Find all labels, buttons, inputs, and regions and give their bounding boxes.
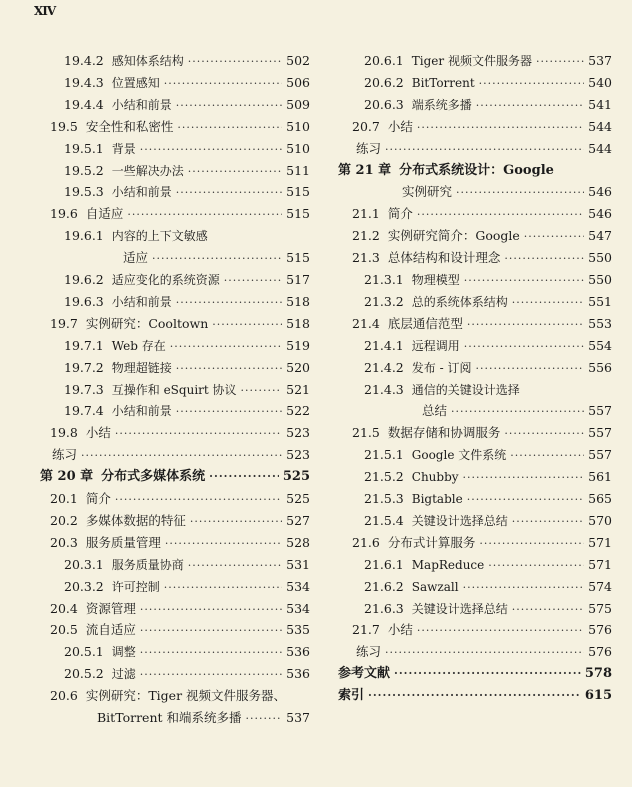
toc-entry-page: 521 (286, 381, 310, 397)
toc-entry (364, 53, 612, 71)
toc-leader-dots (140, 602, 282, 618)
toc-entry-title: 分布式计算服务 (387, 534, 476, 550)
toc-leader-dots (385, 645, 584, 661)
toc-entry-number: 19.6.3 (64, 293, 104, 309)
toc-entry-title: 实例研究简介：Google (387, 228, 520, 244)
toc-leader-dots (475, 361, 584, 377)
toc-entry-number: 21.3.1 (364, 272, 404, 287)
toc-entry-number: 21.6.2 (364, 578, 404, 594)
toc-entry-title: 多媒体数据的特征 (85, 512, 186, 528)
toc-entry-number: 19.8 (50, 425, 78, 441)
toc-entry-number: 19.4.4 (64, 96, 104, 112)
toc-entry-title: 小结 (85, 425, 111, 441)
toc-entry (64, 294, 310, 312)
toc-entry (64, 557, 310, 575)
toc-entry (364, 294, 612, 312)
toc-leader-dots (176, 185, 282, 201)
toc-entry-page: 575 (588, 600, 612, 616)
toc-entry (50, 601, 310, 619)
toc-entry-number: 索引 (338, 688, 365, 704)
toc-entry-number: 21.5 (352, 425, 380, 441)
toc-entry-number: 20.2 (50, 512, 78, 528)
toc-leader-dots (451, 404, 584, 420)
toc-entry-title: 调整 (111, 645, 136, 660)
toc-entry-page: 506 (286, 74, 310, 90)
toc-entry-number: 21.7 (352, 622, 380, 638)
toc-leader-dots (479, 536, 584, 552)
toc-leader-dots (164, 76, 282, 92)
toc-entry-title: 端系统多播 (411, 97, 472, 112)
toc-entry-title: 发布 - 订阅 (411, 360, 472, 375)
toc-entry (422, 403, 612, 421)
toc-entry-number: 20.1 (50, 491, 78, 506)
toc-entry (364, 491, 612, 509)
toc-entry (364, 272, 612, 290)
toc-leader-dots (176, 404, 282, 420)
toc-leader-dots (176, 98, 282, 114)
toc-entry-page: 565 (588, 491, 612, 506)
toc-entry-title: Web 存在 (111, 338, 166, 353)
toc-leader-dots (140, 623, 282, 639)
toc-entry-page: 554 (588, 337, 612, 353)
toc-entry-title: 关键设计选择总结 (411, 601, 508, 616)
toc-entry-page: 517 (286, 272, 310, 287)
toc-entry (64, 579, 310, 597)
toc-entry-title: BitTorrent (411, 75, 475, 90)
toc-entry-title: 数据存储和协调服务 (387, 425, 501, 441)
toc-entry-number: 19.7.4 (64, 403, 104, 419)
toc-leader-dots (512, 295, 584, 311)
toc-entry-page: 519 (286, 337, 310, 353)
toc-entry-number: 20.6.3 (364, 96, 404, 112)
toc-leader-dots (176, 361, 282, 377)
toc-entry-number: 21.4 (352, 315, 380, 331)
toc-entry-number: 19.7.2 (64, 359, 104, 375)
toc-entry-page: 510 (286, 140, 310, 156)
toc-entry-number: 21.3 (352, 250, 380, 266)
toc-leader-dots (394, 666, 581, 682)
toc-entry-number: 21.2 (352, 228, 380, 244)
toc-entry (52, 447, 310, 465)
toc-entry-title: Chubby (411, 470, 459, 485)
toc-leader-dots (476, 98, 584, 114)
toc-entry (50, 513, 310, 531)
toc-entry-page: 551 (588, 293, 612, 309)
toc-entry-page: 615 (584, 688, 612, 704)
toc-entry-title: 简介 (387, 206, 413, 222)
toc-entry-number: 19.7 (50, 315, 78, 331)
toc-entry-page: 540 (588, 74, 612, 90)
toc-entry-page: 547 (588, 228, 612, 244)
toc-entry-number: 19.6.1 (64, 228, 104, 244)
toc-entry-number: 21.5.3 (364, 491, 404, 506)
toc-leader-dots (488, 558, 584, 574)
toc-entry-page: 550 (588, 250, 612, 266)
toc-entry-page: 571 (588, 534, 612, 550)
toc-entry-title: 许可控制 (111, 579, 160, 594)
toc-entry-number: 21.6.3 (364, 600, 404, 616)
toc-entry-page: 550 (588, 272, 612, 287)
toc-entry-number: 19.4.3 (64, 74, 104, 90)
toc-entry-title: 一些解决办法 (111, 163, 184, 178)
toc-entry-page: 510 (286, 118, 310, 134)
toc-entry (364, 601, 612, 619)
toc-entry-number: 19.7.1 (64, 337, 104, 353)
toc-entry (364, 75, 612, 93)
toc-entry (64, 163, 310, 181)
toc-entry (364, 557, 612, 575)
toc-leader-dots (176, 295, 282, 311)
toc-entry-page: 527 (286, 512, 310, 528)
toc-entry-title: 关键设计选择总结 (411, 513, 508, 528)
toc-entry-title: Sawzall (411, 579, 459, 594)
toc-entry (364, 469, 612, 487)
toc-entry-page: 541 (588, 96, 612, 112)
toc-entry (402, 184, 612, 202)
toc-leader-dots (464, 273, 584, 289)
toc-entry (64, 184, 310, 202)
toc-entry-number: 20.6.1 (364, 53, 404, 68)
toc-entry-number: 参考文献 (338, 666, 391, 682)
toc-leader-dots (368, 688, 581, 704)
toc-entry-title: 过滤 (111, 667, 136, 682)
toc-leader-dots (456, 185, 584, 201)
toc-leader-dots (140, 142, 282, 158)
toc-entry (64, 97, 310, 115)
toc-entry (338, 163, 612, 181)
toc-entry-page: 576 (588, 644, 612, 660)
toc-entry (356, 141, 612, 159)
toc-entry-page: 553 (588, 315, 612, 331)
toc-entry (352, 316, 612, 334)
toc-leader-dots (188, 54, 282, 70)
page-number: XIV (34, 4, 56, 18)
toc-entry-page: 515 (286, 206, 310, 222)
toc-entry (50, 491, 310, 509)
toc-entry (40, 469, 310, 487)
toc-leader-dots (127, 207, 282, 223)
toc-entry-number: 21.5.2 (364, 469, 404, 485)
toc-leader-dots (510, 448, 584, 464)
toc-entry (352, 425, 612, 443)
toc-entry-number: 练习 (356, 644, 382, 660)
toc-entry-page: 518 (286, 315, 310, 331)
toc-entry (338, 666, 612, 684)
toc-entry (364, 360, 612, 378)
toc-entry-number: 20.4 (50, 600, 78, 616)
toc-entry-number: 21.6 (352, 534, 380, 550)
toc-entry-page: 511 (286, 162, 310, 178)
toc-entry-title: 分布式多媒体系统 (101, 469, 206, 485)
toc-leader-dots (524, 229, 584, 245)
toc-entry (352, 622, 612, 640)
toc-leader-dots (115, 426, 282, 442)
toc-entry-title: 实例研究：Cooltown (85, 315, 209, 331)
toc-entry-page: 571 (588, 556, 612, 572)
toc-entry-page: 525 (286, 491, 310, 506)
toc-entry-page: 557 (588, 425, 612, 441)
toc-entry-title: 总的系统体系结构 (411, 294, 508, 309)
toc-leader-dots (463, 470, 585, 486)
toc-entry (64, 644, 310, 662)
toc-entry-number: 20.3 (50, 534, 78, 550)
toc-entry-number: 20.5.2 (64, 666, 104, 682)
toc-leader-dots (177, 120, 282, 136)
toc-entry-title: 实例研究：Tiger 视频文件服务器、 (85, 688, 287, 704)
toc-entry-page: 537 (588, 53, 612, 68)
toc-entry (64, 403, 310, 421)
toc-entry-title: 总体结构和设计理念 (387, 250, 501, 266)
toc-entry-title: 底层通信范型 (387, 315, 463, 331)
toc-entry-page: 534 (286, 600, 310, 616)
toc-entry-number: 19.5.2 (64, 162, 104, 178)
toc-entry-title: 物理超链接 (111, 360, 172, 375)
toc-leader-dots (467, 492, 584, 508)
toc-leader-dots (165, 536, 282, 552)
toc-entry-title: 位置感知 (111, 75, 160, 90)
toc-entry-page: 518 (286, 293, 310, 309)
toc-entry-number: 21.1 (352, 206, 380, 222)
toc-entry-page: 578 (584, 666, 612, 682)
toc-entry-page: 576 (588, 622, 612, 638)
toc-entry-page: 546 (588, 206, 612, 222)
toc-leader-dots (190, 514, 282, 530)
toc-entry (64, 272, 310, 290)
toc-entry-title: 小结和前景 (111, 294, 172, 309)
toc-entry (50, 206, 310, 224)
toc-leader-dots (209, 469, 279, 485)
toc-entry-number: 21.4.1 (364, 337, 404, 353)
toc-entry (364, 382, 612, 400)
toc-entry-title: 总结 (422, 403, 448, 419)
toc-entry (356, 644, 612, 662)
toc-entry (64, 228, 310, 246)
toc-entry-title: MapReduce (411, 557, 485, 572)
toc-entry-page: 531 (286, 556, 310, 572)
toc-entry-title: 小结和前景 (111, 185, 172, 200)
toc-entry-title: 通信的关键设计选择 (411, 382, 520, 397)
toc-entry-number: 21.4.2 (364, 359, 404, 375)
toc-entry-page: 515 (286, 250, 310, 266)
toc-entry-page: 546 (588, 184, 612, 200)
toc-entry-page: 536 (286, 666, 310, 682)
toc-entry-title: 适应变化的系统资源 (111, 273, 220, 287)
toc-leader-dots (81, 448, 282, 464)
toc-entry-number: 练习 (52, 447, 78, 463)
toc-entry-number: 19.5.3 (64, 184, 104, 200)
toc-entry-number: 19.6.2 (64, 272, 104, 287)
toc-entry (338, 688, 612, 706)
toc-entry-title: 内容的上下文敏感 (111, 229, 208, 244)
toc-entry-number: 19.7.3 (64, 381, 104, 397)
toc-entry (352, 250, 612, 268)
toc-entry-number: 19.4.2 (64, 53, 104, 68)
toc-leader-dots (512, 602, 584, 618)
toc-entry-number: 19.5.1 (64, 140, 104, 156)
toc-entry-number: 20.5 (50, 622, 78, 638)
toc-entry-title: 物理模型 (411, 273, 460, 287)
toc-entry-title: 小结 (387, 118, 413, 134)
toc-entry-title: 感知体系结构 (111, 54, 184, 68)
toc-entry-title: 背景 (111, 141, 136, 156)
toc-entry-title: 服务质量管理 (85, 534, 161, 550)
toc-entry-number: 21.5.4 (364, 512, 404, 528)
toc-leader-dots (504, 426, 584, 442)
toc-entry (364, 97, 612, 115)
toc-entry-title: 小结和前景 (111, 97, 172, 112)
toc-leader-dots (140, 645, 282, 661)
toc-entry (364, 579, 612, 597)
toc-leader-dots (467, 317, 584, 333)
toc-entry-page: 525 (282, 469, 310, 485)
toc-leader-dots (170, 339, 282, 355)
toc-entry (352, 228, 612, 246)
toc-entry-title: 小结和前景 (111, 404, 172, 419)
toc-entry (50, 316, 310, 334)
toc-leader-dots (224, 273, 282, 289)
toc-entry (50, 425, 310, 443)
toc-entry-title: BitTorrent 和端系统多播 (97, 710, 242, 725)
toc-leader-dots (417, 120, 584, 136)
toc-entry (352, 206, 612, 224)
toc-entry-title: 分布式系统设计：Google (399, 162, 554, 178)
toc-entry (64, 382, 310, 400)
toc-entry-number: 19.5 (50, 118, 78, 134)
toc-entry (50, 119, 310, 137)
toc-entry-title: 流自适应 (85, 622, 136, 638)
toc-entry-page: 556 (588, 359, 612, 375)
toc-entry-page: 528 (286, 534, 310, 550)
toc-entry (64, 338, 310, 356)
toc-entry-page: 522 (286, 403, 310, 419)
toc-entry (352, 535, 612, 553)
toc-entry-page: 557 (588, 403, 612, 419)
toc-entry-page: 544 (588, 140, 612, 156)
toc-leader-dots (188, 164, 282, 180)
toc-entry-number: 19.6 (50, 206, 78, 222)
toc-entry-number: 第 20 章 (40, 469, 94, 485)
toc-entry-number: 20.3.2 (64, 578, 104, 594)
toc-entry-title: 资源管理 (85, 600, 136, 616)
toc-entry-page: 574 (588, 578, 612, 594)
toc-entry-title: 远程调用 (411, 338, 460, 353)
toc-entry-number: 20.6.2 (364, 74, 404, 90)
toc-entry-number: 第 21 章 (338, 162, 392, 178)
toc-entry-page: 502 (286, 53, 310, 68)
toc-leader-dots (115, 492, 282, 508)
toc-entry-number: 20.5.1 (64, 644, 104, 660)
toc-entry-page: 509 (286, 96, 310, 112)
toc-entry-page: 520 (286, 359, 310, 375)
toc-leader-dots (464, 339, 584, 355)
toc-entry-page: 561 (588, 469, 612, 485)
toc-leader-dots (241, 383, 283, 399)
toc-entry (97, 710, 310, 728)
toc-entry-page: 537 (286, 710, 310, 725)
toc-entry-title: 适应 (123, 250, 149, 266)
toc-entry (50, 535, 310, 553)
toc-entry-number: 20.7 (352, 118, 380, 134)
toc-entry-page: 535 (286, 622, 310, 638)
toc-entry-number: 20.6 (50, 688, 78, 704)
toc-leader-dots (417, 623, 584, 639)
toc-entry (64, 141, 310, 159)
toc-leader-dots (536, 54, 584, 70)
toc-entry-page: 544 (588, 118, 612, 134)
toc-leader-dots (479, 76, 584, 92)
toc-leader-dots (246, 711, 283, 727)
toc-leader-dots (140, 667, 282, 683)
toc-entry-title: 自适应 (85, 206, 124, 222)
toc-entry-page: 523 (286, 425, 310, 441)
toc-entry (364, 338, 612, 356)
toc-leader-dots (463, 580, 585, 596)
toc-entry (352, 119, 612, 137)
toc-entry-title: Bigtable (411, 492, 463, 506)
toc-entry-title: Tiger 视频文件服务器 (411, 54, 532, 68)
toc-leader-dots (188, 558, 282, 574)
toc-entry-page: 534 (286, 578, 310, 594)
toc-entry (50, 688, 310, 706)
toc-leader-dots (512, 514, 584, 530)
toc-entry-page: 557 (588, 447, 612, 463)
toc-entry-title: 实例研究 (402, 184, 453, 200)
toc-entry-number: 练习 (356, 140, 382, 156)
toc-entry (64, 360, 310, 378)
toc-entry-number: 21.5.1 (364, 447, 404, 463)
toc-entry-page: 536 (286, 644, 310, 660)
toc-entry (64, 53, 310, 71)
toc-entry-title: 简介 (85, 491, 111, 506)
toc-entry-title: 小结 (387, 622, 413, 638)
toc-leader-dots (164, 580, 282, 596)
toc-entry-title: 服务质量协商 (111, 557, 184, 572)
toc-leader-dots (212, 317, 282, 333)
toc-entry-page: 515 (286, 184, 310, 200)
toc-entry (64, 75, 310, 93)
toc-entry-title: 互操作和 eSquirt 协议 (111, 382, 237, 397)
toc-entry-number: 21.6.1 (364, 556, 404, 572)
toc-entry-page: 570 (588, 512, 612, 528)
toc-entry (123, 250, 310, 268)
toc-entry (50, 622, 310, 640)
toc-leader-dots (504, 251, 584, 267)
toc-entry (364, 447, 612, 465)
toc-entry (64, 666, 310, 684)
toc-entry-title: Google 文件系统 (411, 448, 507, 463)
toc-leader-dots (152, 251, 282, 267)
toc-entry-title: 安全性和私密性 (85, 118, 174, 134)
toc-leader-dots (385, 142, 584, 158)
toc-leader-dots (417, 207, 584, 223)
toc-entry-number: 21.3.2 (364, 293, 404, 309)
toc-entry-number: 21.4.3 (364, 381, 404, 397)
toc-entry-page: 523 (286, 447, 310, 463)
toc-entry (364, 513, 612, 531)
toc-entry-number: 20.3.1 (64, 556, 104, 572)
